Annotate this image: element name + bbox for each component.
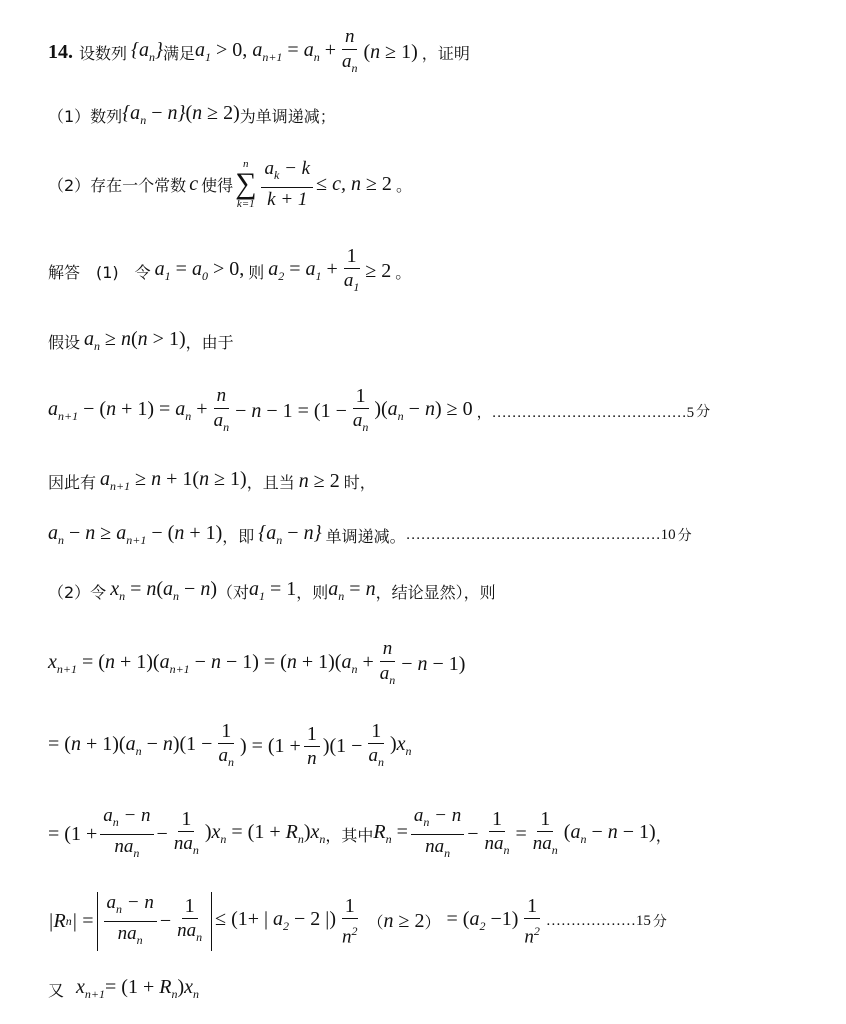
when-text: 时， bbox=[343, 472, 376, 492]
since-text: ，由于 bbox=[185, 332, 234, 352]
part2-end: 。 bbox=[395, 175, 412, 195]
solution-label: 解答 (1) 令 bbox=[48, 262, 151, 282]
where-text: ，其中 bbox=[325, 825, 374, 845]
fraction-n-over-an: $\frac{n}{a_n}$ bbox=[341, 26, 358, 75]
and-when-text: ，且当 bbox=[246, 472, 295, 492]
dots-leader: ，…………………………………5 bbox=[476, 404, 695, 421]
score-label: 分 bbox=[677, 528, 692, 544]
solution-line-9: = (1 + $\frac{a_n - n}{na_n}$ − $\frac{1}{na_n}$ )$x_n = (1 + R_n)x_n$ ，其中 $R_n$ = $\frac{a_n - n}{na_n}$ − $\frac{1}{na_n}$ = $\frac{1}{na_n}$ $(a_n - n - 1)$ ， bbox=[48, 805, 672, 860]
problem-number: 14. bbox=[48, 40, 73, 63]
solution-line-10: |R n | = $\frac{a_n - n}{na_n}$ − $\frac{1}{na_n}$ ≤ (1+ | $a_2 - 2$ |) $\frac{1}{n^2}$ （ n ≥ 2 ） = $(a_2 -1)$ $\frac{1}{n^2}$ ………………15 分 bbox=[48, 892, 667, 951]
part2-solution-label: （2）令 bbox=[48, 582, 107, 602]
problem-statement: 14. 设数列 $\{a_n\}$ 满足 $a_1 > 0$, $a_{n+1} = a_n$ + $\frac{n}{a_n}$ (n ≥ 1) ， 证明 bbox=[48, 26, 470, 79]
monotone-text: 单调递减。 bbox=[325, 526, 406, 546]
part1-label: （1）数列 bbox=[48, 106, 123, 126]
part1-text: 为单调递减； bbox=[239, 106, 336, 126]
solution-line-3: $a_{n+1} - (n + 1) = a_n$ + $\frac{n}{a_n}$ − n − 1 = (1 − $\frac{1}{a_n}$ )$(a_n - n) \ge 0$ ，…………………………………5 分 bbox=[48, 385, 711, 434]
for-text: （对 bbox=[216, 582, 249, 602]
score-label: 分 bbox=[652, 914, 667, 931]
ie-text: ，即 bbox=[222, 526, 255, 546]
solution-line-5: $a_n - n \ge a_{n+1} - (n + 1)$ ，即 $\{a_n - n\}$ 单调递减。 ……………………………………………10 分 bbox=[48, 522, 692, 547]
cond-label: 满足 bbox=[163, 43, 196, 63]
constant-c: c bbox=[189, 172, 199, 195]
solution-line-7: $x_{n+1} = (n + 1)(a_{n+1} - n - 1) = (n + 1)(a_n$ + $\frac{n}{a_n}$ − n − 1) bbox=[48, 638, 466, 687]
summation-symbol: n ∑ k=1 bbox=[235, 158, 257, 211]
solution-line-6: （2）令 $x_n = n(a_n - n)$ （对 $a_1 = 1$ ，则 $a_n = n$ ，结论显然），则 bbox=[48, 578, 496, 603]
solution-line-2: 假设 $a_n \ge n(n > 1)$ ，由于 bbox=[48, 328, 234, 353]
dots-leader: ………………15 bbox=[545, 912, 651, 929]
part2-text: 使得 bbox=[201, 175, 234, 195]
score-label: 分 bbox=[696, 404, 711, 421]
comma: ， bbox=[655, 825, 672, 845]
assume-label: 假设 bbox=[48, 332, 81, 352]
then-text: ，则 bbox=[296, 582, 329, 602]
dots-leader: ……………………………………………10 bbox=[405, 526, 676, 543]
therefore-text: 因此有 bbox=[48, 472, 97, 492]
intro-text: 设数列 bbox=[79, 43, 128, 63]
part2-label: （2）存在一个常数 bbox=[48, 175, 187, 195]
solution-line-8: = $(n + 1)(a_n - n)(1$ − $\frac{1}{a_n}$ ) = (1 + $\frac{1}{n}$ )(1 − $\frac{1}{a_n}$ )$x_n$ bbox=[48, 720, 412, 769]
part-2: （2）存在一个常数 c 使得 n ∑ k=1 $\frac{a_k - k}{k + 1}$ ≤ c, n ≥ 2 。 bbox=[48, 158, 412, 211]
also-label: 又 bbox=[48, 980, 65, 1000]
obvious-text: ，结论显然），则 bbox=[375, 582, 496, 602]
part-1: （1）数列 $\{a_n - n\}(n \ge 2)$ 为单调递减； bbox=[48, 102, 336, 127]
prove-label: 证明 bbox=[437, 43, 470, 63]
solution-line-1: 解答 (1) 令 $a_1 = a_0 > 0$, 则 $a_2 = a_1$ + $\frac{1}{a_1}$ ≥ 2 。 bbox=[48, 245, 412, 294]
solution-line-4: 因此有 $a_{n+1} \ge n + 1(n \ge 1)$ ，且当 n ≥ 2 时， bbox=[48, 468, 376, 493]
solution-line-11: 又 $x_{n+1}= (1 + R_n)x_n$ bbox=[48, 976, 200, 1001]
